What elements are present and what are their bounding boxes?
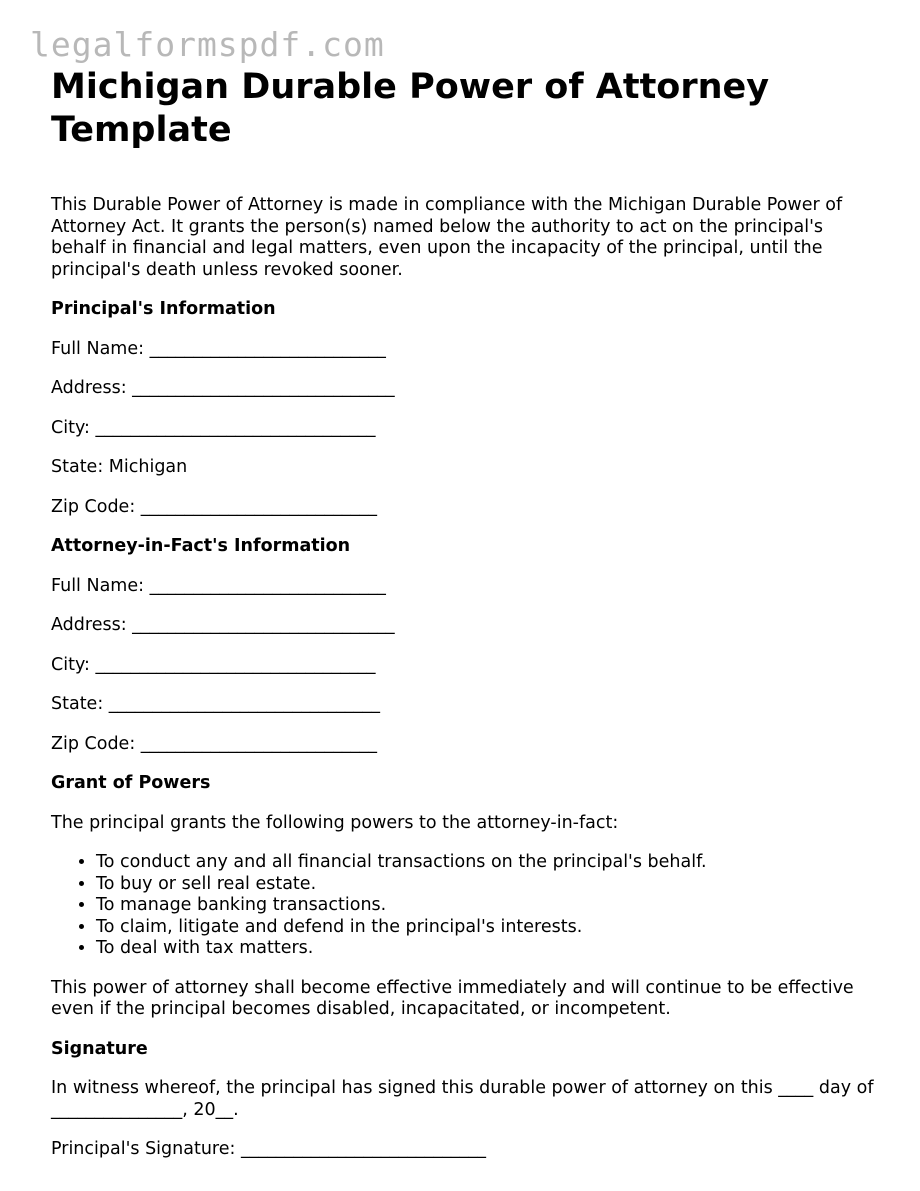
principal-full-name-field[interactable]: Full Name: ___________________________ bbox=[51, 338, 386, 359]
attorney-heading: Attorney-in-Fact's Information bbox=[51, 536, 351, 556]
powers-list bbox=[51, 852, 881, 960]
principal-zip-field[interactable]: Zip Code: ___________________________ bbox=[51, 496, 378, 517]
list-item: • To deal with tax matters. bbox=[96, 938, 881, 960]
attorney-address-field[interactable]: Address: ______________________________ bbox=[51, 615, 395, 635]
list-item: • To buy or sell real estate. bbox=[96, 874, 881, 896]
attorney-full-name-field[interactable]: Full Name: ___________________________ bbox=[51, 575, 386, 596]
attorney-state-field[interactable]: State: _______________________________ bbox=[51, 694, 381, 714]
list-item: • To conduct any and all financial transactions on the principal's behalf. bbox=[96, 852, 881, 874]
signature-heading: Signature bbox=[51, 1038, 148, 1059]
principal-heading: Principal's Information bbox=[51, 299, 276, 319]
powers-lead: The principal grants the following powers to the attorney-in-fact: bbox=[51, 812, 619, 833]
attorney-zip-field[interactable]: Zip Code: ___________________________ bbox=[51, 733, 378, 754]
attorney-city-field[interactable]: City: ________________________________ bbox=[51, 654, 376, 675]
watermark: legalformspdf.com bbox=[30, 25, 385, 64]
effective-paragraph: This power of attorney shall become effective immediately and will continue to be effective even if the principal becomes disabled, incapacitated, or incompetent. bbox=[51, 977, 854, 1019]
principal-city-field[interactable]: City: ________________________________ bbox=[51, 417, 376, 438]
principal-state-field: State: Michigan bbox=[51, 457, 188, 477]
page-title: Michigan Durable Power of Attorney Template bbox=[51, 67, 770, 150]
witness-paragraph[interactable]: In witness whereof, the principal has signed this durable power of attorney on this ____ day of _______________, 20__. bbox=[51, 1078, 874, 1120]
list-item: • To manage banking transactions. bbox=[96, 895, 881, 917]
intro-paragraph: This Durable Power of Attorney is made in compliance with the Michigan Durable Power of Attorney Act. It grants the person(s) named below the authority to act on the principal's behalf in financial and legal matters, even upon the incapacity of the principal, until the principal's death unless revoked sooner. bbox=[51, 195, 843, 280]
principal-signature-field[interactable]: Principal's Signature: ____________________________ bbox=[51, 1139, 486, 1159]
powers-heading: Grant of Powers bbox=[51, 773, 211, 793]
document-page bbox=[51, 66, 881, 1161]
principal-address-field[interactable]: Address: ______________________________ bbox=[51, 378, 395, 398]
list-item: • To claim, litigate and defend in the principal's interests. bbox=[96, 917, 881, 939]
